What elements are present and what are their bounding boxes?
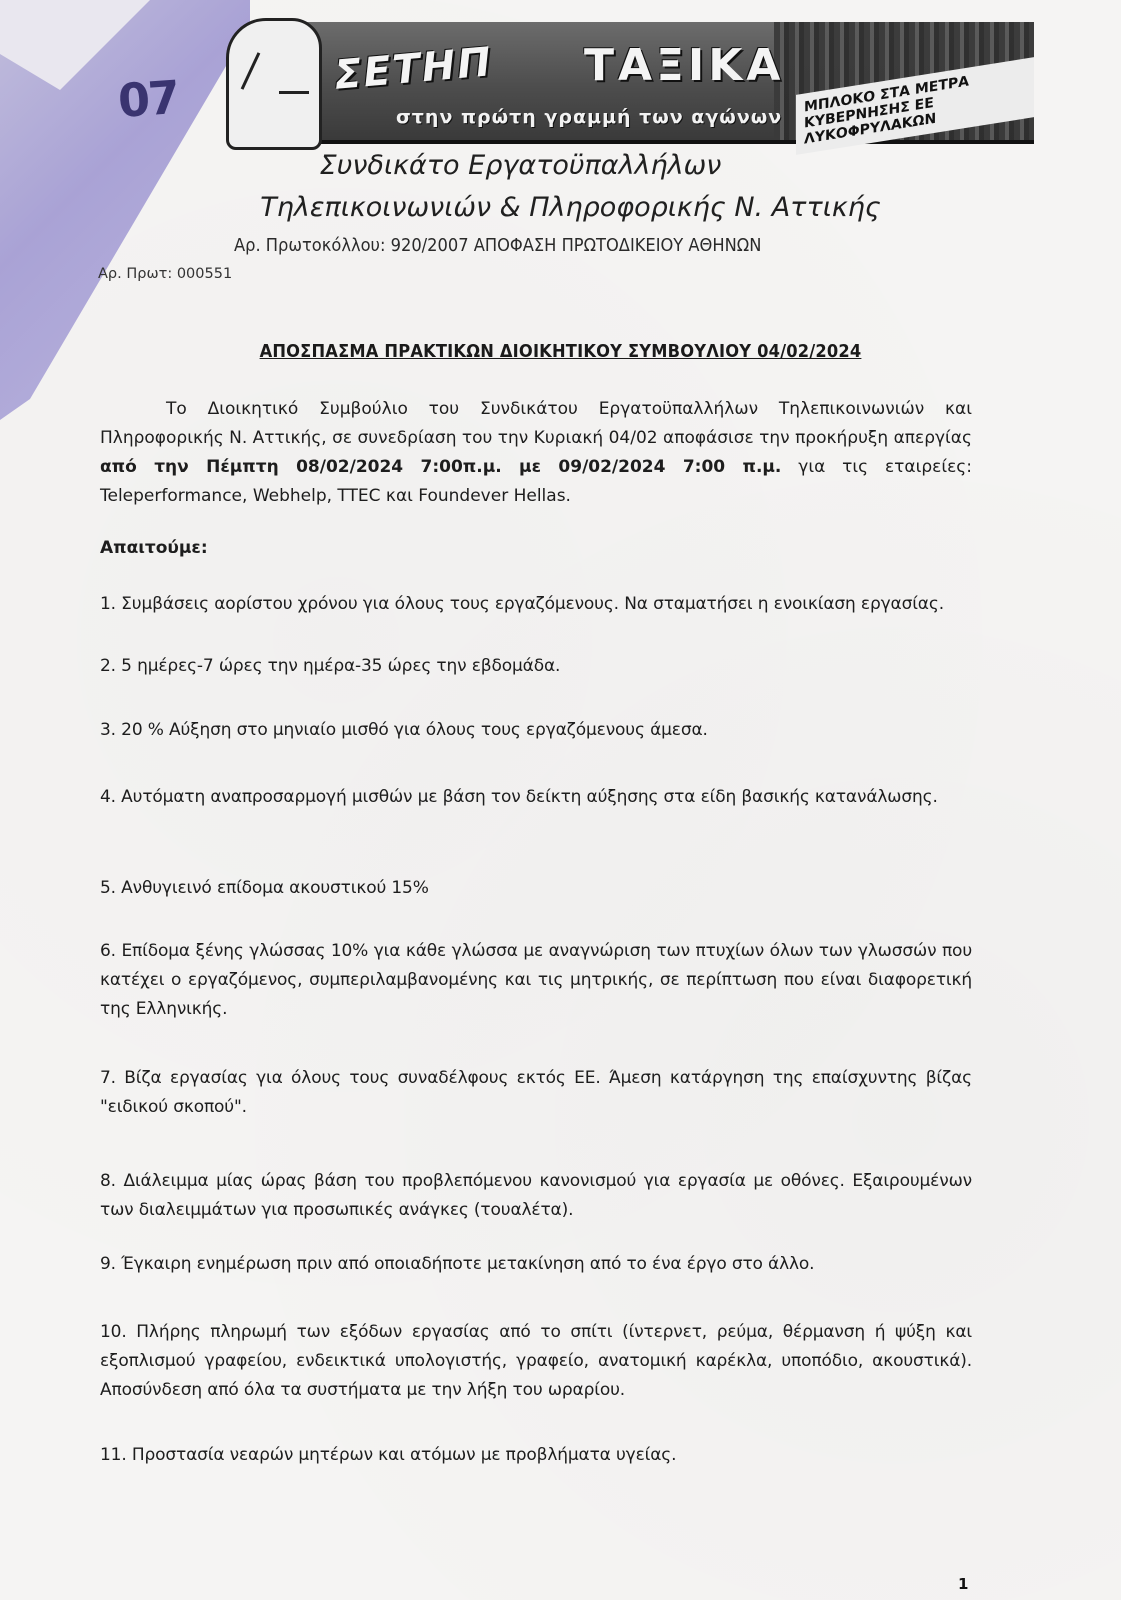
demand-item: 4. Αυτόματη αναπροσαρμογή μισθών με βάση τον δείκτη αύξησης στα είδη βασικής κατανάλωσης. — [100, 787, 938, 807]
org-name-line1: Συνδικάτο Εργατοϋπαλλήλων — [319, 150, 722, 181]
corner-stamp: 07 — [116, 69, 180, 129]
publication-title: ΤΑΞΙΚΑ — [584, 40, 785, 91]
demands-heading: Απαιτούμε: — [100, 538, 208, 558]
raised-fist-icon — [226, 18, 322, 150]
demand-item: 10. Πλήρης πληρωμή των εξόδων εργασίας από το σπίτι (ίντερνετ, ρεύμα, θέρμανση ή ψύξη και εξοπλισμού γραφείου, ενδεικτικά υπολογιστής, γραφείο, ανατομική καρέκλα, υποπόδιο, ακουστικά). Αποσύνδεση από όλα τα συστήματα με την λήξη του ωραρίου. — [100, 1322, 972, 1400]
demand-item: 1. Συμβάσεις αορίστου χρόνου για όλους τους εργαζόμενους. Να σταματήσει η ενοικίαση εργασίας. — [100, 594, 944, 614]
header-banner — [226, 18, 1034, 148]
demand-item: 9. Έγκαιρη ενημέρωση πριν από οποιαδήποτε μετακίνηση από το ένα έργο στο άλλο. — [100, 1254, 815, 1274]
union-acronym: ΣΕΤΗΠ — [332, 39, 495, 99]
intro-paragraph — [100, 395, 972, 511]
demand-item: 6. Επίδομα ξένης γλώσσας 10% για κάθε γλώσσα με αναγνώριση των πτυχίων όλων των γλωσσών που κατέχει ο εργαζόμενος, συμπεριλαμβανομένης και τις μητρικής, σε περίπτωση που είναι διαφορετική της Ελληνικής. — [100, 941, 972, 1019]
protocol-number: Αρ. Πρωτ: 000551 — [98, 266, 233, 282]
banner-slogan: στην πρώτη γραμμή των αγώνων — [396, 106, 783, 128]
demand-item: 8. Διάλειμμα μίας ώρας βάση του προβλεπόμενου κανονισμού για εργασία με οθόνες. Εξαιρουμένων των διαλειμμάτων για προσωπικές ανάγκες (τουαλέτα). — [100, 1171, 972, 1220]
demand-item: 2. 5 ημέρες-7 ώρες την ημέρα-35 ώρες την εβδομάδα. — [100, 656, 561, 676]
intro-text-start: Το Διοικητικό Συμβούλιο του Συνδικάτου Εργατοϋπαλλήλων Τηλεπικοινωνιών και Πληροφορικής Ν. Αττικής, σε συνεδρίαση του την Κυριακή 04/02 αποφάσισε την προκήρυξη απεργίας — [100, 399, 972, 448]
demand-item: 7. Βίζα εργασίας για όλους τους συναδέλφους εκτός ΕΕ. Άμεση κατάργηση της επαίσχυντης βίζας "ειδικού σκοπού". — [100, 1068, 972, 1117]
demand-item: 5. Ανθυγιεινό επίδομα ακουστικού 15% — [100, 878, 429, 898]
demand-item: 3. 20 % Αύξηση στο μηνιαίο μισθό για όλους τους εργαζόμενους άμεσα. — [100, 720, 708, 740]
document-title: ΑΠΟΣΠΑΣΜΑ ΠΡΑΚΤΙΚΩΝ ΔΙΟΙΚΗΤΙΚΟΥ ΣΥΜΒΟΥΛΙΟΥ 04/02/2024 — [259, 342, 862, 362]
strike-period: από την Πέμπτη 08/02/2024 7:00π.μ. με 09/02/2024 7:00 π.μ. — [100, 457, 782, 477]
intro-text-end: για τις εταιρείες: Teleperformance, Webhelp, TTEC και Foundever Hellas. — [100, 457, 972, 506]
page-number: 1 — [958, 1575, 969, 1593]
demand-item: 11. Προστασία νεαρών μητέρων και ατόμων με προβλήματα υγείας. — [100, 1445, 677, 1465]
org-name-line2: Τηλεπικοινωνιών & Πληροφορικής Ν. Αττικής — [260, 192, 881, 223]
registry-number: Αρ. Πρωτοκόλλου: 920/2007 ΑΠΟΦΑΣΗ ΠΡΩΤΟΔΙΚΕΙΟΥ ΑΘΗΝΩΝ — [234, 236, 762, 256]
protest-banner-caption: ΜΠΛΟΚΟ ΣΤΑ ΜΕΤΡΑ ΚΥΒΕΡΝΗΣΗΣ ΕΕ ΛΥΚΟΦΡΥΛΑΚΩΝ — [796, 57, 1034, 155]
